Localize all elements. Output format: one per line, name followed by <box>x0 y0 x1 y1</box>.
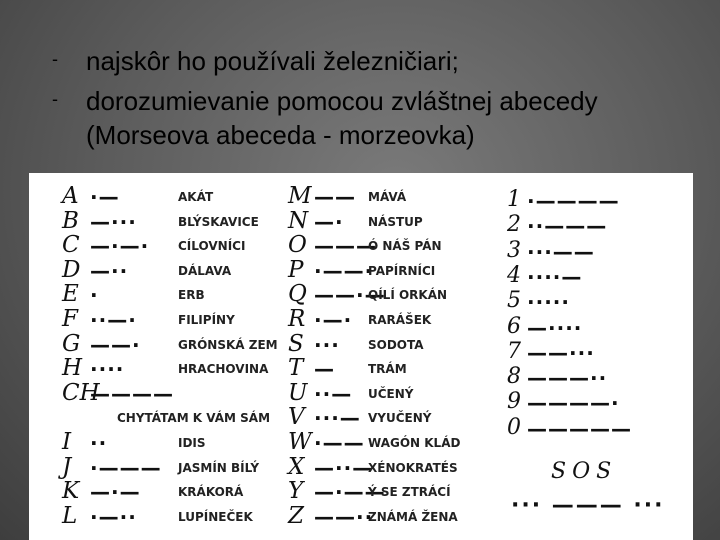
morse-code: —·—— <box>314 480 386 505</box>
morse-digit: 7 <box>507 338 521 364</box>
letter-left-row <box>62 207 282 234</box>
letter-right-row <box>288 379 508 406</box>
morse-code: ——·· <box>314 504 374 529</box>
morse-code: —·—· <box>90 234 150 259</box>
letter-left-row <box>62 234 282 258</box>
mnemonic-word: DÁLAVA <box>178 263 232 278</box>
letter-left-row <box>62 185 282 209</box>
mnemonic-word: BLÝSKAVICE <box>178 214 259 229</box>
morse-code: ·— <box>90 185 120 209</box>
morse-letter: L <box>62 502 78 529</box>
morse-digit: 4 <box>507 262 521 288</box>
bullet-dash: - <box>52 49 58 69</box>
mnemonic-word: CÍLOVNÍCI <box>178 239 246 254</box>
morse-digit: 0 <box>507 414 521 440</box>
letter-right-row <box>288 406 508 430</box>
letter-left-row <box>62 406 282 430</box>
morse-letter: C <box>62 232 80 259</box>
morse-code: — <box>314 357 335 382</box>
letter-left-row <box>62 480 282 504</box>
letter-left-row <box>62 431 282 455</box>
morse-letter: B <box>62 207 79 234</box>
morse-digit: 9 <box>507 389 521 415</box>
morse-letter: N <box>288 207 309 234</box>
morse-letter: O <box>288 232 307 259</box>
mnemonic-word: CHYTÁTAM K VÁM SÁM <box>117 411 271 426</box>
morse-digit: 2 <box>507 212 521 238</box>
morse-code: —·— <box>90 480 141 505</box>
morse-letter: K <box>62 478 80 505</box>
morse-code: ··· <box>314 332 340 357</box>
morse-code: ·· <box>90 431 108 455</box>
mnemonic-word: QÍLÍ ORKÁN <box>368 288 448 303</box>
morse-digit: 5 <box>507 288 521 314</box>
morse-letter: P <box>288 256 304 283</box>
mnemonic-word: AKÁT <box>178 190 214 204</box>
letter-right-row <box>288 256 508 283</box>
morse-letter: W <box>288 429 312 455</box>
morse-letter: I <box>62 429 72 455</box>
sos-code: ··· ——— ··· <box>511 493 665 518</box>
letter-right-row <box>288 330 508 357</box>
letter-left-row <box>62 330 282 357</box>
letter-left-row <box>62 357 282 381</box>
letter-right-row <box>288 308 508 332</box>
morse-code: · <box>90 283 99 308</box>
morse-digit: 3 <box>507 237 521 263</box>
mnemonic-word: FILIPÍNY <box>178 313 235 327</box>
morse-code: ·———— <box>527 189 620 213</box>
mnemonic-word: IDIS <box>178 436 206 450</box>
mnemonic-word: HRACHOVINA <box>178 362 269 377</box>
letter-left-row <box>62 283 282 307</box>
letter-right-row <box>288 234 508 258</box>
morse-letter: M <box>288 183 312 209</box>
morse-letter: E <box>62 281 79 308</box>
morse-code-chart <box>29 173 693 540</box>
morse-code: ····· <box>527 290 570 315</box>
morse-letter: X <box>288 453 305 480</box>
mnemonic-word: PAPÍRNÍCI <box>368 263 436 278</box>
morse-letter: T <box>288 355 304 382</box>
letter-right-row <box>288 185 508 209</box>
morse-code: ——· <box>90 332 141 357</box>
morse-code: ·——· <box>314 258 374 283</box>
morse-code: ··——— <box>527 214 608 239</box>
mnemonic-word: LUPÍNEČEK <box>178 509 253 524</box>
letter-right-row <box>288 453 508 480</box>
morse-code: ———·· <box>527 366 608 391</box>
morse-letter: A <box>62 183 79 209</box>
morse-letter: V <box>288 404 305 431</box>
mnemonic-word: Ý SE ZTRÁCÍ <box>368 485 451 500</box>
mnemonic-word: RARÁŠEK <box>368 313 432 327</box>
morse-code: —— <box>314 185 356 209</box>
morse-letter: Y <box>288 478 304 505</box>
morse-code: ···—— <box>527 239 595 264</box>
morse-code: ·—·· <box>90 504 137 529</box>
morse-letter: J <box>62 453 72 480</box>
letter-right-row <box>288 502 508 529</box>
morse-letter: S <box>288 330 304 357</box>
bullet-text: dorozumievanie pomocou zvláštnej abecedy <box>86 86 598 116</box>
morse-code: ··— <box>314 381 353 406</box>
bullet-dash: - <box>52 89 58 109</box>
morse-code: —·· <box>90 258 129 283</box>
mnemonic-word: TRÁM <box>368 362 407 377</box>
letter-left-row <box>62 256 282 283</box>
mnemonic-word: Ó NÁŠ PÁN <box>368 239 442 254</box>
morse-code: ·——— <box>90 455 162 480</box>
morse-code: ·—— <box>314 431 365 455</box>
bullet-text: najskôr ho používali železničiari; <box>86 46 459 76</box>
morse-code: ·—· <box>314 308 353 332</box>
letter-left-row <box>62 379 282 406</box>
morse-letter: CH <box>62 379 100 406</box>
morse-letter: G <box>62 330 81 357</box>
mnemonic-word: KRÁKORÁ <box>178 485 244 500</box>
morse-digit: 8 <box>507 364 521 390</box>
morse-letter: R <box>288 306 306 332</box>
letter-right-row <box>288 480 508 504</box>
mnemonic-word: MÁVÁ <box>368 190 407 204</box>
morse-letter: H <box>62 355 83 382</box>
morse-letter: U <box>288 379 308 406</box>
morse-code: —···· <box>527 315 583 340</box>
morse-letter: F <box>62 306 78 332</box>
letter-right-row <box>288 431 508 455</box>
mnemonic-word: XÉNOKRATÉS <box>368 460 458 475</box>
mnemonic-word: ERB <box>178 288 205 303</box>
letter-left-row <box>62 308 282 332</box>
mnemonic-word: ZNÁMÁ ŽENA <box>368 509 458 524</box>
letter-right-row <box>288 283 508 307</box>
letter-right-row <box>288 357 508 381</box>
morse-code: ——·— <box>314 283 386 308</box>
morse-code: —··· <box>90 209 137 234</box>
sos-label: SOS <box>551 459 618 484</box>
mnemonic-word: NÁSTUP <box>368 214 423 229</box>
morse-letter: D <box>62 256 81 283</box>
morse-digit: 6 <box>507 313 521 339</box>
letter-right-row <box>288 207 508 234</box>
bullet-text-continued: (Morseova abeceda - morzeovka) <box>86 120 475 150</box>
morse-code: ————· <box>527 391 620 416</box>
mnemonic-word: SODOTA <box>368 337 424 352</box>
mnemonic-word: WAGÓN KLÁD <box>368 436 461 450</box>
morse-letter: Q <box>288 281 307 308</box>
morse-code: ——— <box>314 234 377 259</box>
mnemonic-word: GRÓNSKÁ ZEM <box>178 337 278 352</box>
letter-left-row <box>62 453 282 480</box>
morse-code: ———— <box>90 381 174 406</box>
morse-code: —··— <box>314 455 374 480</box>
morse-letter: Z <box>288 502 304 529</box>
morse-code: ····— <box>527 264 583 289</box>
morse-code: ···— <box>314 406 361 431</box>
mnemonic-word: JASMÍN BÍLÝ <box>178 460 260 475</box>
morse-code: ——··· <box>527 340 595 365</box>
mnemonic-word: UČENÝ <box>368 386 414 401</box>
mnemonic-word: VYUČENÝ <box>368 411 432 426</box>
morse-code: ···· <box>90 357 125 382</box>
morse-digit: 1 <box>507 187 521 212</box>
morse-code: ————— <box>527 416 632 441</box>
morse-code: ··—· <box>90 308 137 332</box>
letter-left-row <box>62 502 282 529</box>
morse-code: —· <box>314 209 344 234</box>
